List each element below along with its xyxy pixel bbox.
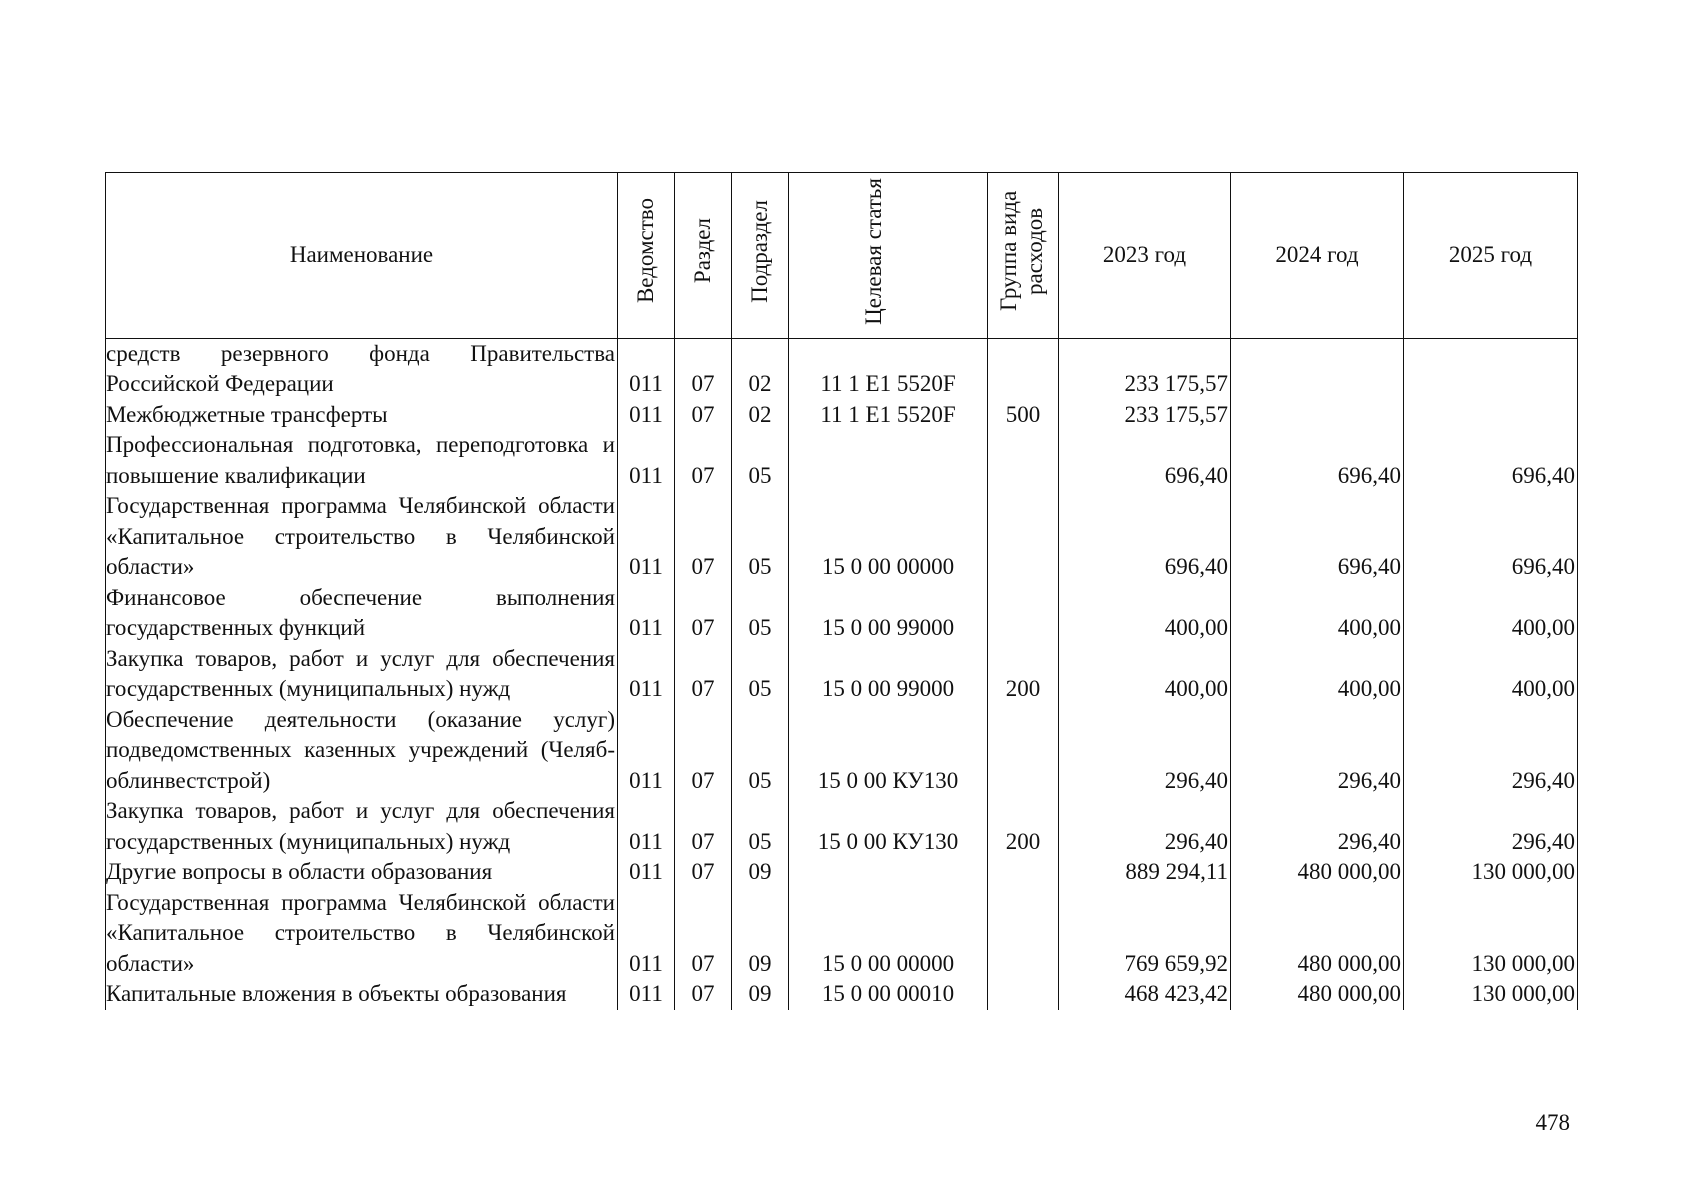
row-2024: [1231, 338, 1404, 400]
table-row: [106, 796, 1578, 857]
table-row: [106, 583, 1578, 644]
row-name: Государственная программа Челябинской области «Капитальное строительство в Челябинской области»: [106, 491, 618, 583]
budget-table: [105, 172, 1578, 1010]
row-tselevaya: [789, 857, 988, 888]
row-vedomstvo: 011: [618, 400, 675, 431]
row-gruppa: [988, 430, 1059, 491]
row-2023: 400,00: [1059, 644, 1231, 705]
row-podrazdel: 02: [732, 400, 789, 431]
row-razdel: 07: [675, 338, 732, 400]
row-razdel: 07: [675, 796, 732, 857]
row-2024: 696,40: [1231, 491, 1404, 583]
row-2025: 296,40: [1404, 796, 1578, 857]
row-2025: [1404, 338, 1578, 400]
row-podrazdel: 05: [732, 491, 789, 583]
row-tselevaya: [789, 430, 988, 491]
row-razdel: 07: [675, 888, 732, 980]
row-gruppa: [988, 979, 1059, 1010]
row-razdel: 07: [675, 705, 732, 797]
row-vedomstvo: 011: [618, 888, 675, 980]
table-header-row: [106, 173, 1578, 339]
row-2024: 400,00: [1231, 644, 1404, 705]
row-tselevaya: 15 0 00 00000: [789, 491, 988, 583]
row-name: Другие вопросы в области образования: [106, 857, 618, 888]
table-row: [106, 491, 1578, 583]
row-vedomstvo: 011: [618, 857, 675, 888]
row-gruppa: [988, 857, 1059, 888]
row-tselevaya: 15 0 00 00000: [789, 888, 988, 980]
row-podrazdel: 05: [732, 796, 789, 857]
row-2025: 696,40: [1404, 430, 1578, 491]
row-podrazdel: 05: [732, 583, 789, 644]
row-gruppa: [988, 888, 1059, 980]
row-gruppa: 200: [988, 796, 1059, 857]
row-2023: 296,40: [1059, 796, 1231, 857]
row-vedomstvo: 011: [618, 430, 675, 491]
row-2025: 696,40: [1404, 491, 1578, 583]
row-name: Профессиональная подготовка, переподготовка и повышение квалификации: [106, 430, 618, 491]
row-name: средств резервного фонда Правительства Российской Федерации: [106, 338, 618, 400]
row-2025: 296,40: [1404, 705, 1578, 797]
row-name: Межбюджетные трансферты: [106, 400, 618, 431]
row-razdel: 07: [675, 644, 732, 705]
row-tselevaya: 11 1 E1 5520F: [789, 338, 988, 400]
header-tselevaya: Целевая статья: [789, 173, 988, 339]
row-podrazdel: 05: [732, 644, 789, 705]
row-razdel: 07: [675, 430, 732, 491]
row-2024: 480 000,00: [1231, 979, 1404, 1010]
row-gruppa: [988, 583, 1059, 644]
row-2024: 480 000,00: [1231, 857, 1404, 888]
header-name: Наименование: [106, 173, 618, 339]
row-podrazdel: 09: [732, 888, 789, 980]
row-2024: 480 000,00: [1231, 888, 1404, 980]
row-podrazdel: 05: [732, 430, 789, 491]
row-2023: 696,40: [1059, 491, 1231, 583]
row-razdel: 07: [675, 583, 732, 644]
row-2023: 696,40: [1059, 430, 1231, 491]
row-2025: 400,00: [1404, 644, 1578, 705]
header-gruppa: Группа вида расходов: [988, 173, 1059, 339]
row-name: Обеспечение деятельности (оказание услуг) подведомственных казенных учреждений (Челябоблинвестстрой): [106, 705, 618, 797]
table-row: [106, 979, 1578, 1010]
header-2024: 2024 год: [1231, 173, 1404, 339]
row-2023: 889 294,11: [1059, 857, 1231, 888]
row-podrazdel: 02: [732, 338, 789, 400]
table-row: [106, 888, 1578, 980]
row-tselevaya: 15 0 00 00010: [789, 979, 988, 1010]
table-row: [106, 644, 1578, 705]
header-podrazdel: Подраздел: [732, 173, 789, 339]
row-tselevaya: 15 0 00 99000: [789, 644, 988, 705]
row-tselevaya: 11 1 E1 5520F: [789, 400, 988, 431]
row-2023: 769 659,92: [1059, 888, 1231, 980]
row-2023: 233 175,57: [1059, 400, 1231, 431]
row-name: Капитальные вложения в объекты образования: [106, 979, 618, 1010]
table-row: [106, 857, 1578, 888]
row-podrazdel: 09: [732, 857, 789, 888]
table-row: [106, 705, 1578, 797]
row-name: Закупка товаров, работ и услуг для обеспечения государственных (муниципальных) нужд: [106, 796, 618, 857]
row-razdel: 07: [675, 857, 732, 888]
row-2025: 400,00: [1404, 583, 1578, 644]
row-2025: 130 000,00: [1404, 857, 1578, 888]
row-2023: 233 175,57: [1059, 338, 1231, 400]
row-gruppa: 200: [988, 644, 1059, 705]
row-name: Финансовое обеспечение выполнения государственных функций: [106, 583, 618, 644]
row-gruppa: [988, 338, 1059, 400]
table-row: [106, 338, 1578, 400]
table-row: [106, 400, 1578, 431]
row-name: Государственная программа Челябинской области «Капитальное строительство в Челябинской области»: [106, 888, 618, 980]
row-podrazdel: 05: [732, 705, 789, 797]
row-vedomstvo: 011: [618, 491, 675, 583]
row-2025: 130 000,00: [1404, 888, 1578, 980]
row-name: Закупка товаров, работ и услуг для обеспечения государственных (муниципальных) нужд: [106, 644, 618, 705]
row-gruppa: 500: [988, 400, 1059, 431]
row-2024: 296,40: [1231, 705, 1404, 797]
row-2024: 296,40: [1231, 796, 1404, 857]
page-number: 478: [1535, 1110, 1570, 1135]
row-2025: 130 000,00: [1404, 979, 1578, 1010]
row-2024: 400,00: [1231, 583, 1404, 644]
header-vedomstvo: Ведомство: [618, 173, 675, 339]
header-razdel: Раздел: [675, 173, 732, 339]
row-tselevaya: 15 0 00 КУ130: [789, 796, 988, 857]
row-vedomstvo: 011: [618, 705, 675, 797]
table-row: [106, 430, 1578, 491]
row-2024: [1231, 400, 1404, 431]
row-gruppa: [988, 491, 1059, 583]
row-razdel: 07: [675, 979, 732, 1010]
row-tselevaya: 15 0 00 КУ130: [789, 705, 988, 797]
row-2023: 468 423,42: [1059, 979, 1231, 1010]
row-razdel: 07: [675, 400, 732, 431]
row-vedomstvo: 011: [618, 796, 675, 857]
row-podrazdel: 09: [732, 979, 789, 1010]
row-2024: 696,40: [1231, 430, 1404, 491]
row-tselevaya: 15 0 00 99000: [789, 583, 988, 644]
row-razdel: 07: [675, 491, 732, 583]
row-gruppa: [988, 705, 1059, 797]
row-2023: 400,00: [1059, 583, 1231, 644]
header-2025: 2025 год: [1404, 173, 1578, 339]
row-vedomstvo: 011: [618, 979, 675, 1010]
row-2025: [1404, 400, 1578, 431]
header-2023: 2023 год: [1059, 173, 1231, 339]
row-vedomstvo: 011: [618, 583, 675, 644]
row-vedomstvo: 011: [618, 644, 675, 705]
row-vedomstvo: 011: [618, 338, 675, 400]
row-2023: 296,40: [1059, 705, 1231, 797]
